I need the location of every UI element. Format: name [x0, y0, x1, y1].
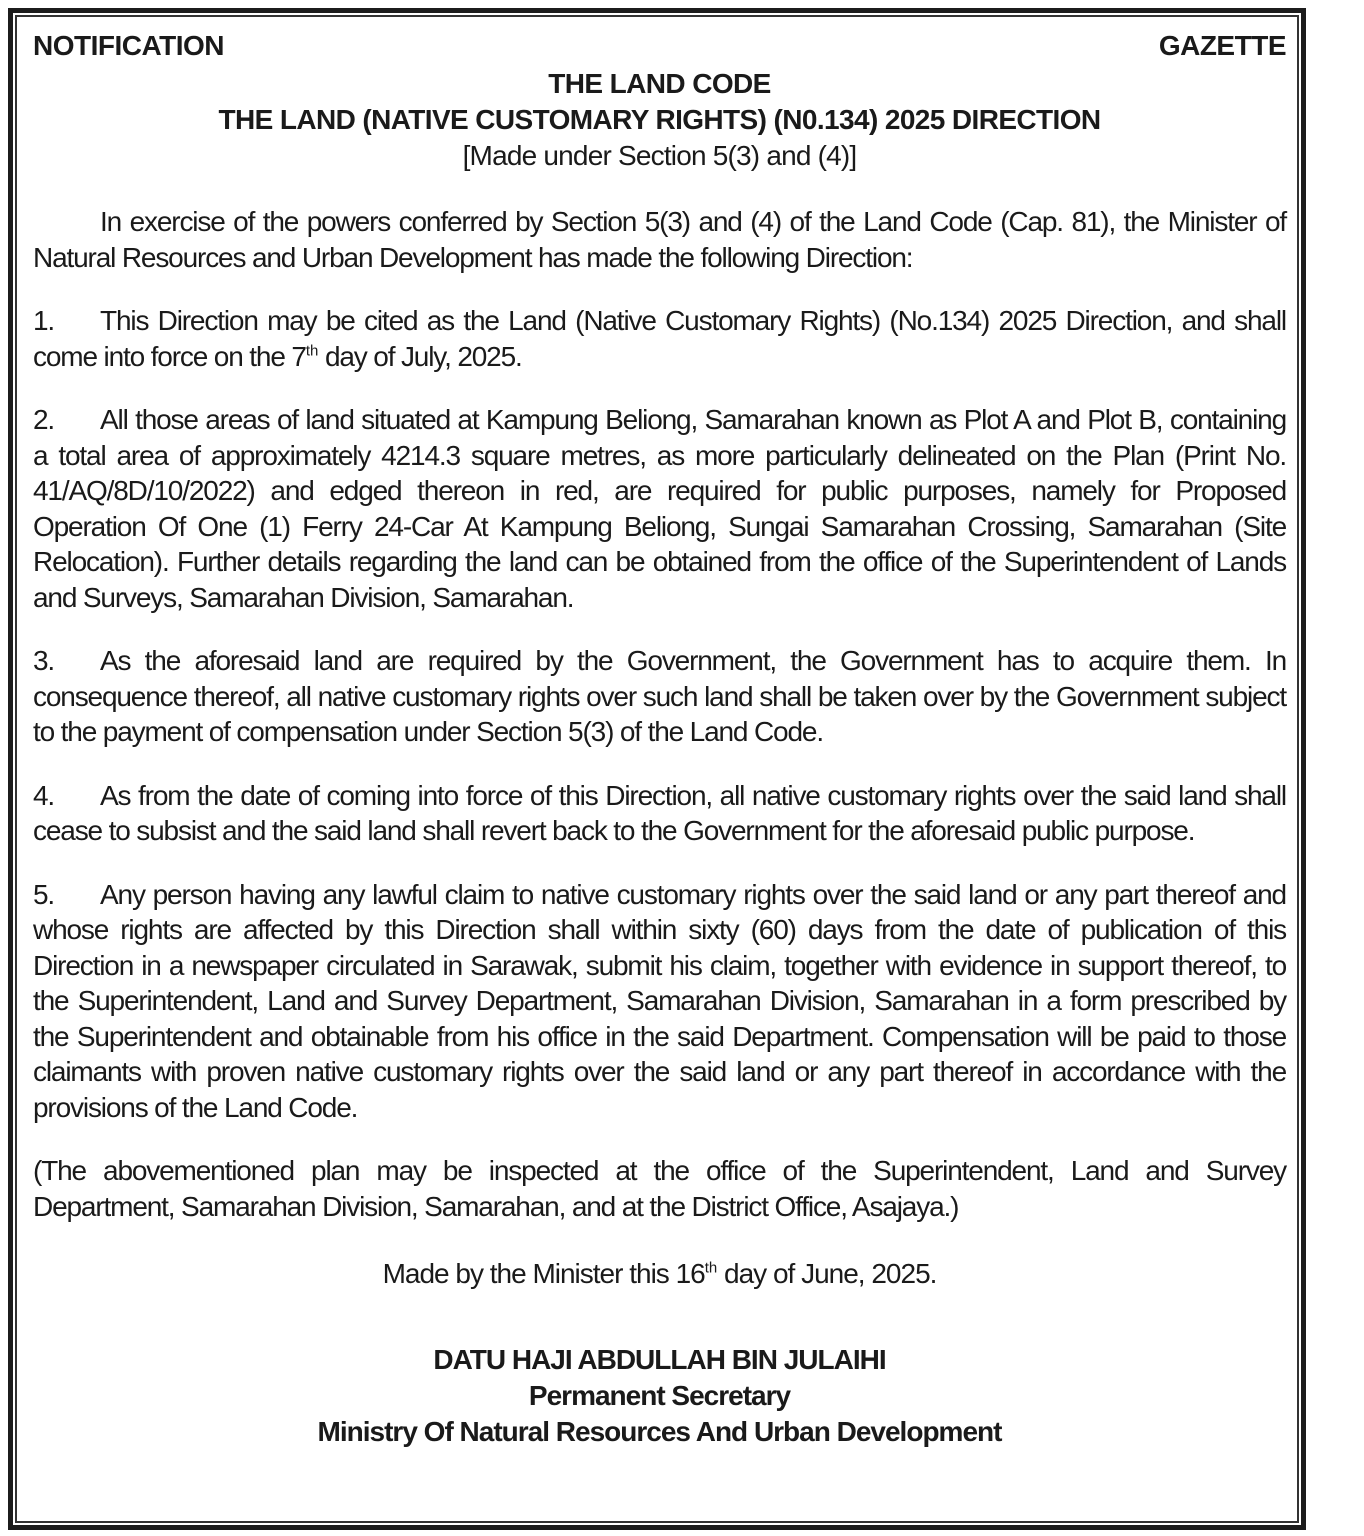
- made-by-text-end: day of June, 2025.: [717, 1258, 937, 1289]
- clause-text: This Direction may be cited as the Land (Native Customary Rights) (No.134) 2025 Direction, and shall come into force on the 7: [33, 305, 1286, 372]
- signatory-position: Permanent Secretary: [528, 1380, 791, 1411]
- ordinal-suffix: th: [305, 342, 319, 360]
- clause-number: 5.: [33, 878, 55, 910]
- clause-1: [33, 303, 1286, 374]
- clause-text: All those areas of land situated at Kampung Beliong, Samarahan known as Plot A and Plot B, containing a total area of approximately 4214.3 square metres, as more particularly delineated on the Plan (Print No. 41/AQ/8D/10/2022) and edged thereon in red, are required for public purposes, namely for Proposed Operation Of One (1) Ferry 24-Car At Kampung Beliong, Sungai Samarahan Crossing, Samarahan (Site Relocation). Further details regarding the land can be obtained from the office of the Superintendent of Lands and Surveys, Samarahan Division, Samarahan.: [33, 404, 1286, 613]
- ordinal-suffix: th: [704, 1259, 718, 1277]
- clause-4: [33, 778, 1286, 849]
- clause-number: 4.: [33, 779, 55, 811]
- gazette-label: GAZETTE: [1158, 30, 1286, 61]
- title-direction: THE LAND (NATIVE CUSTOMARY RIGHTS) (N0.134) 2025 DIRECTION: [218, 104, 1101, 135]
- clause-text: As the aforesaid land are required by the Government, the Government has to acquire them. In consequence thereof, all native customary rights over such land shall be taken over by the Government subject to the payment of compensation under Section 5(3) of the Land Code.: [33, 645, 1286, 747]
- clause-number: 3.: [33, 645, 55, 676]
- inspection-note: (The abovementioned plan may be inspected at the office of the Superintendent, Land and Survey Department, Samarahan Division, Samarahan, and at the District Office, Asajaya.): [33, 1155, 1286, 1222]
- notice-header: [33, 28, 1286, 66]
- clause-3: [33, 643, 1286, 750]
- made-by-text: Made by the Minister this 16: [382, 1258, 705, 1289]
- clause-2: [33, 402, 1286, 615]
- clause-text-end: day of July, 2025.: [318, 340, 522, 372]
- clause-text: Any person having any lawful claim to native customary rights over the said land or any part thereof and whose rights are affected by this Direction shall within sixty (60) days from the date of publication of this Direction in a newspaper circulated in Sarawak, submit his claim, together with evidence in support thereof, to the Superintendent, Land and Survey Department, Samarahan Division, Samarahan in a form prescribed by the Superintendent and obtainable from his office in the said Department. Compensation will be paid to those claimants with proven native customary rights over the said land or any part thereof in accordance with the provisions of the Land Code.: [33, 878, 1286, 1123]
- title-block: [33, 66, 1286, 138]
- clause-5: [33, 877, 1286, 1126]
- signatory-name: DATU HAJI ABDULLAH BIN JULAIHI: [433, 1344, 886, 1375]
- clause-number: 2.: [33, 404, 55, 435]
- signature-block: [33, 1342, 1286, 1450]
- intro-paragraph: [33, 204, 1286, 275]
- signatory-ministry: Ministry Of Natural Resources And Urban Development: [317, 1416, 1002, 1447]
- title-land-code: THE LAND CODE: [548, 68, 771, 99]
- clause-text: As from the date of coming into force of this Direction, all native customary rights over the said land shall cease to subsist and the said land shall revert back to the Government for the aforesaid public purpose.: [33, 779, 1286, 846]
- notification-label: NOTIFICATION: [33, 30, 225, 61]
- made-under-subtitle: [Made under Section 5(3) and (4)]: [462, 140, 857, 171]
- made-by-line: [33, 1256, 1286, 1292]
- clause-number: 1.: [33, 305, 55, 336]
- notice-content: [33, 28, 1286, 1450]
- intro-text: In exercise of the powers conferred by Section 5(3) and (4) of the Land Code (Cap. 81), the Minister of Natural Resources and Urban Development has made the following Direction:: [33, 206, 1286, 273]
